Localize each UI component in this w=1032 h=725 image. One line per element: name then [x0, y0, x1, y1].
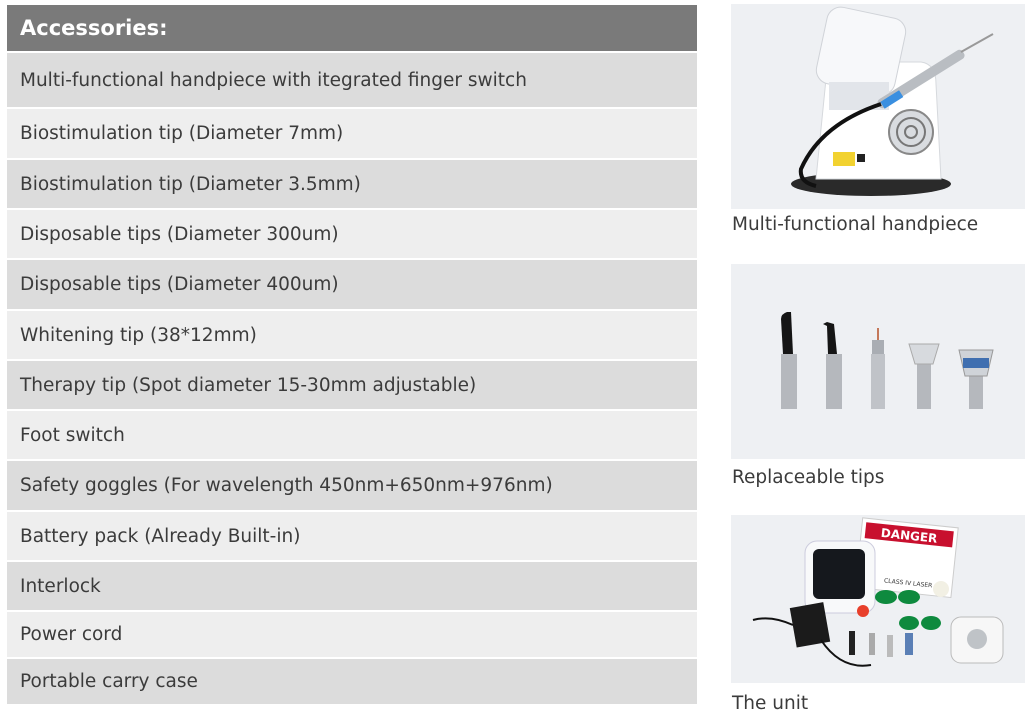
accessory-label: Interlock: [20, 575, 101, 597]
accessory-label: Biostimulation tip (Diameter 3.5mm): [20, 173, 361, 195]
class-label-text: CLASS IV LASER: [883, 577, 933, 590]
accessory-row: [7, 158, 697, 208]
accessory-row: [7, 459, 697, 510]
accessories-title: Accessories:: [20, 16, 168, 40]
danger-sign-text: DANGER: [880, 525, 938, 546]
accessory-row: [7, 107, 697, 158]
unit-photo: [731, 515, 1025, 683]
tips-photo: [731, 264, 1025, 459]
tips-caption: Replaceable tips: [732, 467, 885, 488]
accessory-label: Disposable tips (Diameter 300um): [20, 223, 339, 245]
accessory-row: [7, 208, 697, 258]
handpiece-photo: [731, 4, 1025, 209]
accessory-label: Foot switch: [20, 424, 125, 446]
unit-caption: The unit: [732, 693, 809, 714]
accessory-label: Portable carry case: [20, 671, 198, 692]
accessory-label: Safety goggles (For wavelength 450nm+650nm+976nm): [20, 475, 553, 496]
accessory-label: Battery pack (Already Built-in): [20, 525, 301, 547]
accessory-row: [7, 657, 697, 704]
laser-device-illustration: [731, 4, 1025, 209]
accessory-row: [7, 610, 697, 657]
accessories-header: [7, 5, 697, 51]
accessory-row: [7, 560, 697, 610]
accessory-row: [7, 510, 697, 560]
accessory-label: Disposable tips (Diameter 400um): [20, 274, 339, 295]
handpiece-caption: Multi-functional handpiece: [732, 214, 979, 235]
accessory-row: [7, 309, 697, 359]
accessory-label: Therapy tip (Spot diameter 15-30mm adjustable): [20, 374, 477, 396]
accessories-table: [7, 5, 697, 704]
accessory-label: Multi-functional handpiece with itegrated finger switch: [20, 69, 527, 91]
unit-illustration: [731, 515, 1025, 683]
accessory-row: [7, 51, 697, 107]
tips-illustration: [731, 264, 1025, 459]
accessory-label: Power cord: [20, 624, 123, 645]
accessory-label: Biostimulation tip (Diameter 7mm): [20, 123, 344, 144]
accessory-row: [7, 409, 697, 459]
accessory-row: [7, 258, 697, 309]
accessory-row: [7, 359, 697, 409]
accessory-label: Whitening tip (38*12mm): [20, 324, 257, 346]
